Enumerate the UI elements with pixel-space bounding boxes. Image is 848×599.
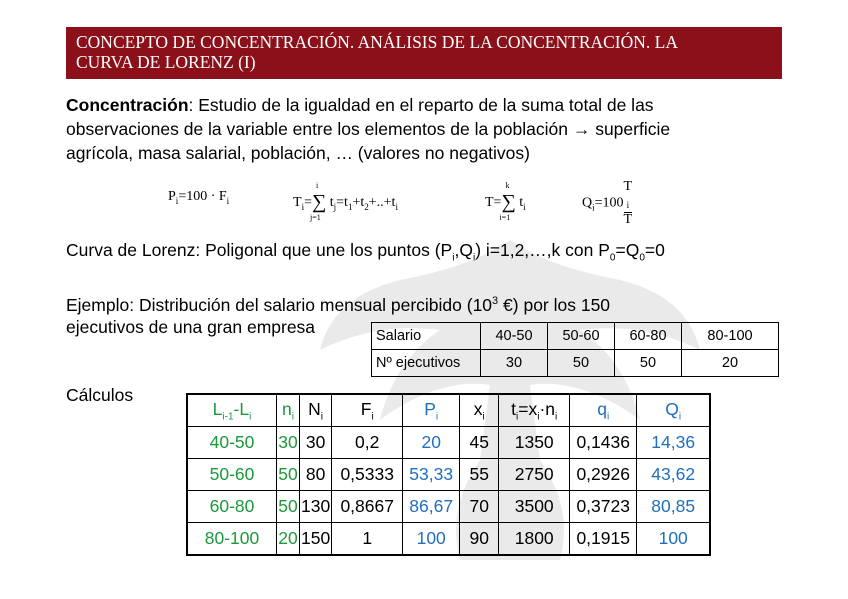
formula-t-total: T= k ∑ i=1 $t_i$ [485, 181, 526, 222]
concentracion-term: Concentración [66, 95, 189, 115]
formula-p: $P_i=100 \cdot F_i$ [168, 189, 230, 206]
slide-title [66, 27, 782, 79]
header-Ni: $N_i$ [300, 394, 332, 427]
table-row: 40-50 30 30 0,2 20 45 1350 0,1436 14,36 [187, 427, 710, 459]
intro-line-1: : Estudio de la igualdad en el reparto de la suma total de las [188, 95, 654, 115]
header-Qi: $Q_i$ [637, 394, 711, 427]
table-row: Salario 40-50 50-60 60-80 80-100 [372, 323, 779, 350]
header-ni: $n_i$ [277, 394, 300, 427]
intro-line-3: agrícola, masa salarial, población, … (valores no negativos) [66, 143, 530, 163]
example-text: Ejemplo: Distribución del salario mensual percibido ($10^3$ €) por los 150 ejecutivos de una gran empresa [66, 290, 766, 338]
header-qi: $q_i$ [570, 394, 637, 427]
calc-table [186, 393, 711, 556]
table-header-row [187, 394, 710, 427]
table-row: 60-80 50 130 0,8667 86,67 70 3500 0,3723 80,85 [187, 491, 710, 523]
formula-q: $Q_i=100$ T $_i$ T [582, 179, 633, 227]
header-interval: $L_{i-1}-L_i$ [187, 394, 277, 427]
salary-table [371, 322, 779, 377]
table-row: 50-60 50 80 0,5333 53,33 55 2750 0,2926 43,62 [187, 459, 710, 491]
table-row: Nº ejecutivos 30 50 50 20 [372, 350, 779, 377]
formula-t-i: $T_i=$ i ∑ j=1 $t_j=t_1+t_2+..+t_i$ [293, 181, 398, 222]
title-line-1: CONCEPTO DE CONCENTRACIÓN. ANÁLISIS DE LA CONCENTRACIÓN. LA [76, 32, 678, 52]
example-line-2: ejecutivos de una gran empresa [66, 316, 316, 337]
title-line-2: CURVA DE LORENZ (I) [76, 52, 256, 72]
header-Fi: $F_i$ [332, 394, 403, 427]
header-xi: $x_i$ [460, 394, 499, 427]
lorenz-definition: Curva de Lorenz: Poligonal que une los puntos $(P_i,Q_i)$ i=1,2,…,k con $P_0=Q_0=0$ [66, 240, 665, 264]
intro-paragraph [66, 93, 786, 165]
header-Pi: $P_i$ [403, 394, 460, 427]
calculos-label: Cálculos [66, 385, 134, 405]
header-ti: $t_i=x_i\cdot n_i$ [499, 394, 570, 427]
table-row: 80-100 20 150 1 100 90 1800 0,1915 100 [187, 523, 710, 556]
formulas-row [168, 175, 688, 227]
intro-line-2: observaciones de la variable entre los elementos de la población → superficie [66, 119, 671, 139]
